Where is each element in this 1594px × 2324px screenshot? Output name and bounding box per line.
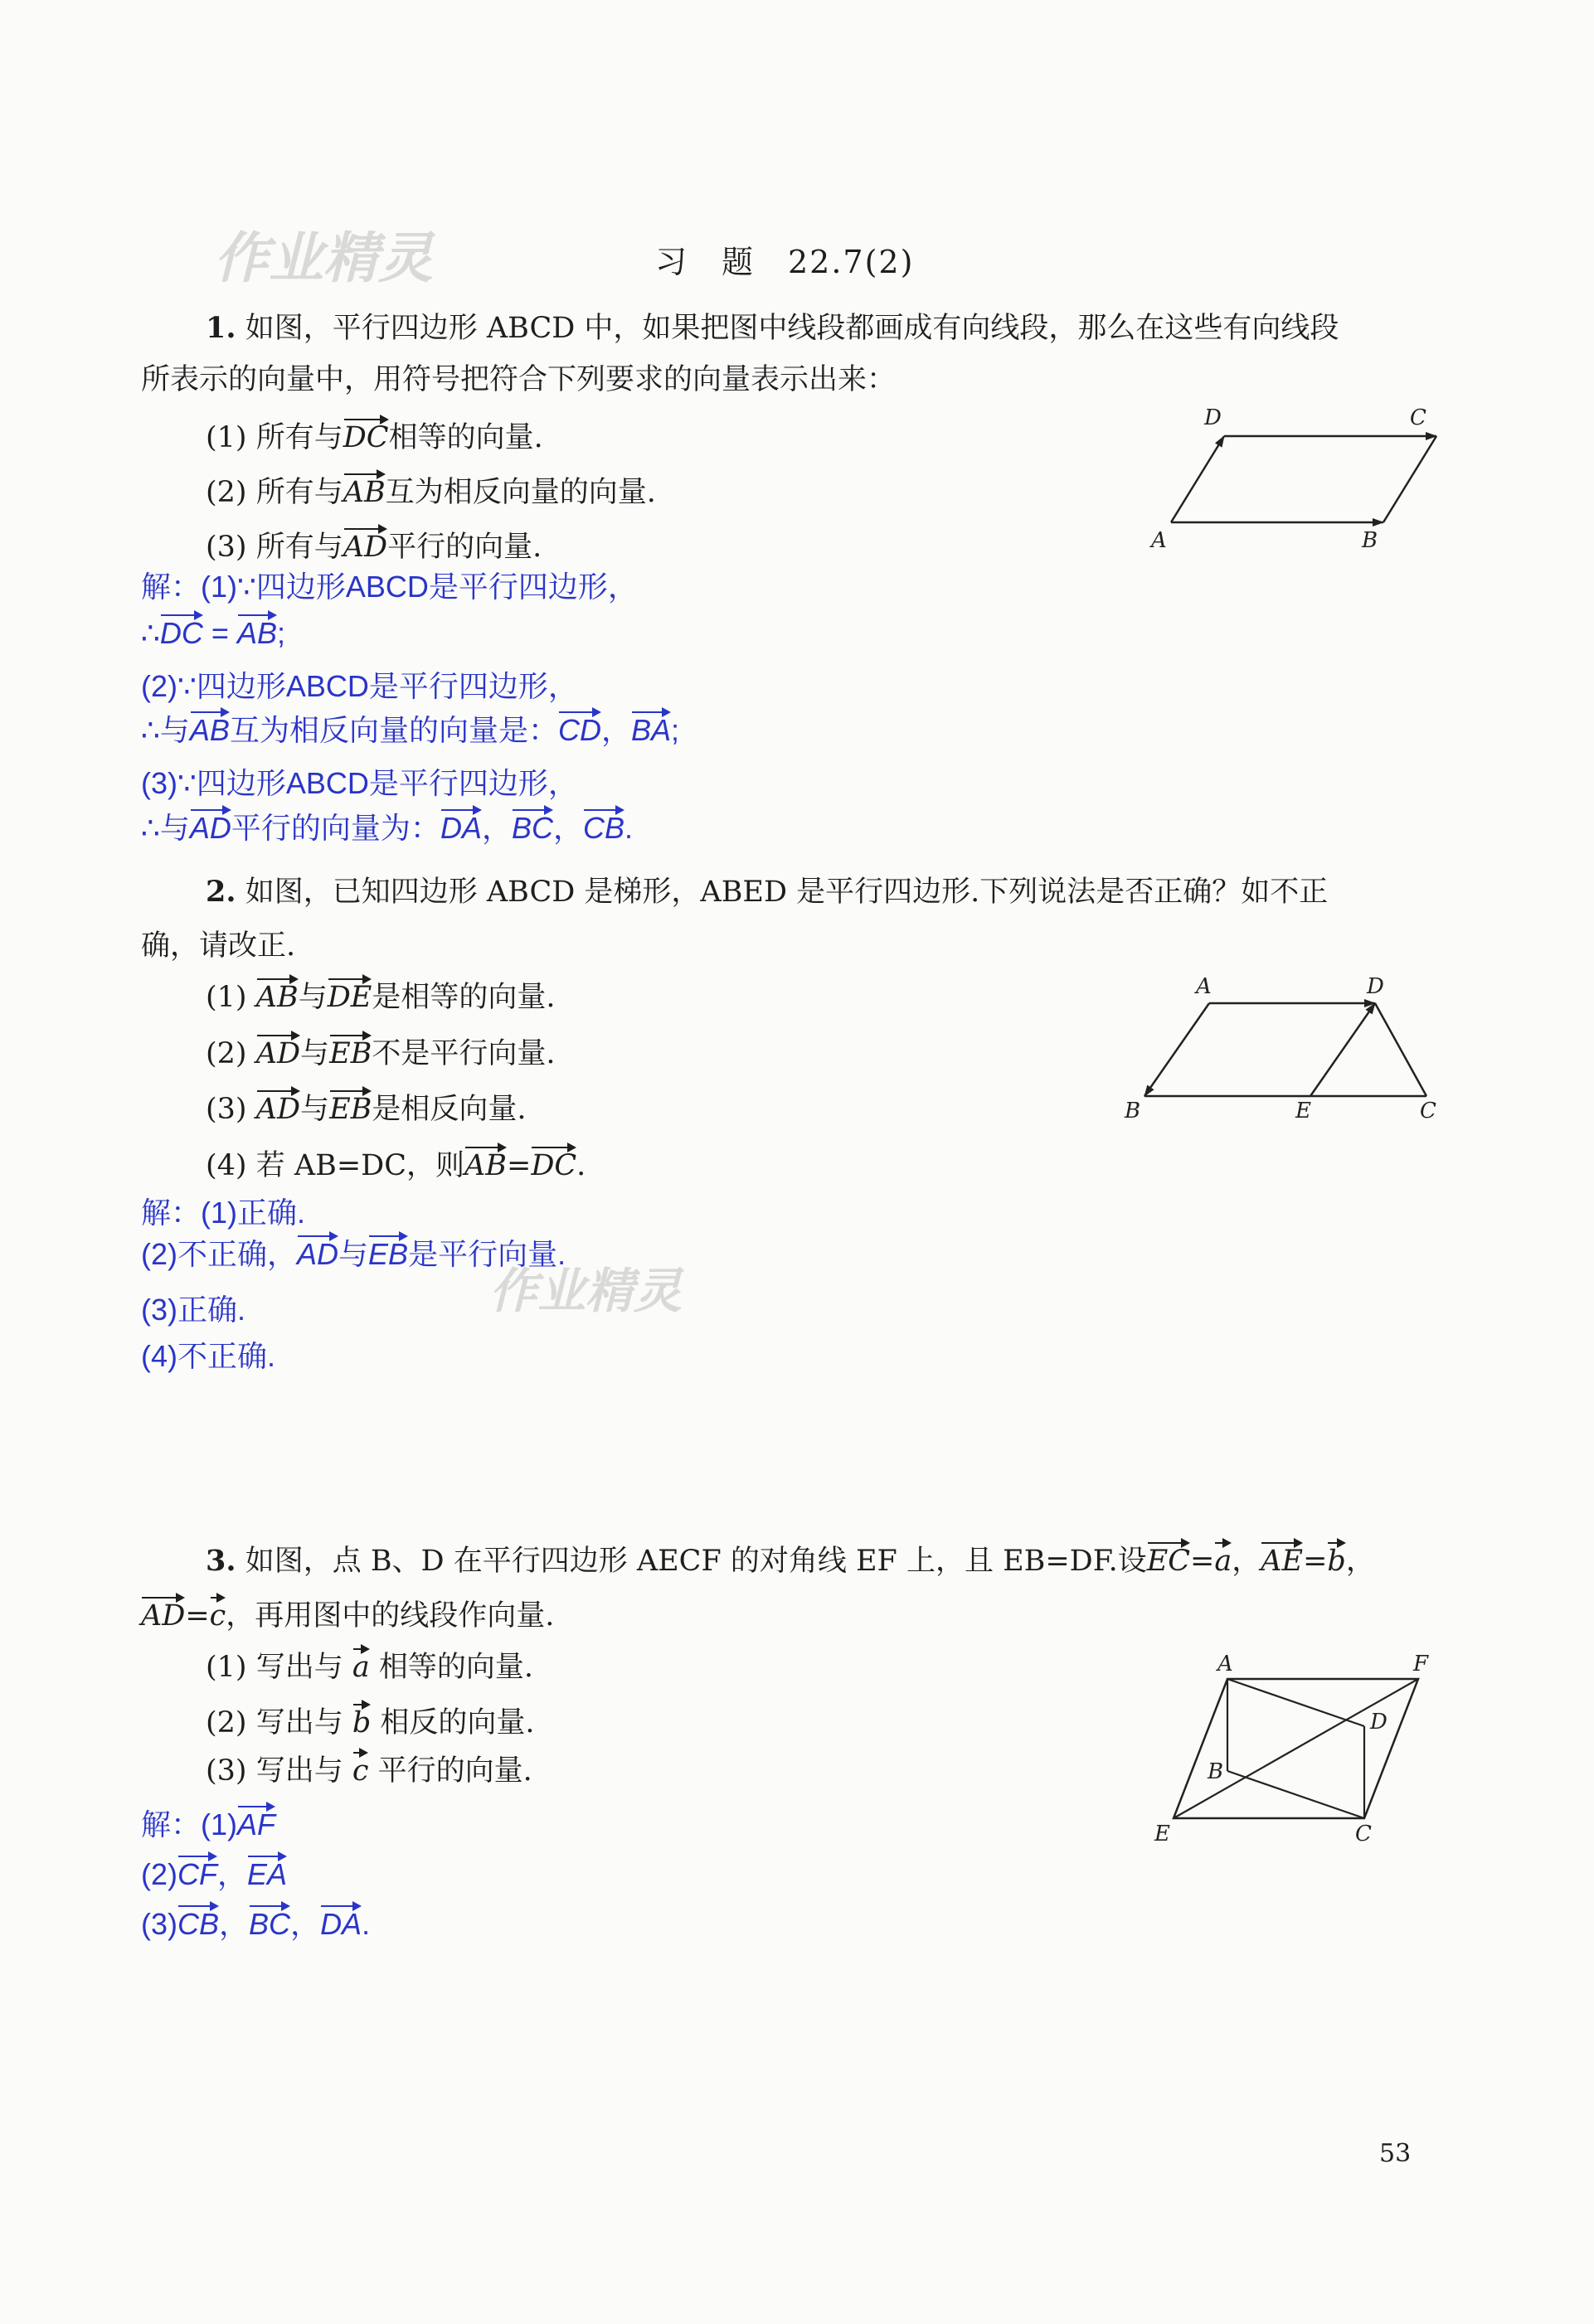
watermark-mid: 作业精灵 bbox=[489, 1263, 683, 1319]
q3-text-2-mid: = bbox=[185, 1599, 210, 1633]
q2-sub2 bbox=[206, 1028, 555, 1071]
q3-label-b: B bbox=[1208, 1759, 1224, 1784]
q1-sol-line1: 解：(1)∵四边形ABCD是平行四边形， bbox=[141, 570, 638, 604]
q2-vector-ab: AB bbox=[256, 972, 299, 1015]
q3-vector-b: b bbox=[1327, 1536, 1345, 1579]
q2-line1 bbox=[206, 875, 1328, 910]
q2-sub1 bbox=[206, 972, 555, 1015]
sol-vector-ab: AB bbox=[237, 608, 277, 651]
q3-label-e: E bbox=[1154, 1822, 1170, 1846]
q1-line2: 所表示的向量中，用符号把符合下列要求的向量表示出来： bbox=[141, 363, 897, 396]
q3-label-f: F bbox=[1413, 1654, 1429, 1676]
q1-sol-l2-prefix: ∴ bbox=[141, 616, 160, 650]
q1-sol-l4-suffix: ; bbox=[671, 713, 680, 747]
q1-sol-l6-suffix: . bbox=[624, 811, 634, 845]
q1-line1 bbox=[206, 311, 1339, 346]
q3-label-d: D bbox=[1370, 1710, 1387, 1735]
q3-sol-vector-bc: BC bbox=[249, 1899, 290, 1942]
q1-sub1 bbox=[206, 412, 543, 455]
vector-ad: AD bbox=[343, 522, 387, 565]
q1-sub2 bbox=[206, 467, 656, 510]
q3-sub2 bbox=[206, 1697, 535, 1740]
q2-sol-line3: (3)正确. bbox=[141, 1293, 246, 1327]
q1-sol-line3: (2)∵四边形ABCD是平行四边形， bbox=[141, 669, 578, 703]
q2-vector-ad: AD bbox=[256, 1028, 300, 1071]
vector-ab: AB bbox=[343, 467, 386, 510]
q1-label-a: A bbox=[1151, 528, 1167, 553]
q2-sub2-prefix: (2) bbox=[206, 1037, 256, 1070]
q1-sol-l2-suffix: ; bbox=[276, 616, 285, 650]
sol-vector-cd: CD bbox=[558, 705, 601, 748]
q3-sub2-prefix: (2) 写出与 bbox=[206, 1706, 352, 1739]
q1-sub2-prefix: (2) 所有与 bbox=[206, 476, 343, 509]
q2-edge-dc bbox=[1375, 1003, 1426, 1096]
q2-sub3-suffix: 是相反向量. bbox=[372, 1093, 527, 1126]
q3-sub1-vector-a: a bbox=[352, 1642, 370, 1685]
q2-sol-vector-eb: EB bbox=[368, 1229, 408, 1272]
q3-segment-bc bbox=[1227, 1771, 1364, 1818]
q3-sub2-vector-b: b bbox=[352, 1697, 371, 1740]
q2-label-a: A bbox=[1196, 974, 1212, 999]
q3-vector-c: c bbox=[210, 1590, 226, 1633]
q2-vector-ad-2: AD bbox=[256, 1084, 300, 1127]
q1-sol-l6-sep1: ， bbox=[481, 811, 512, 845]
q1-parallelogram-figure bbox=[1144, 406, 1443, 556]
q3-sol-l3-prefix: (3) bbox=[141, 1907, 177, 1941]
q2-sub2-mid: 与 bbox=[300, 1037, 330, 1070]
q3-text-1-sep: ， bbox=[1232, 1545, 1261, 1578]
q1-sol-l6-prefix: ∴与 bbox=[141, 811, 190, 845]
q3-text-2-suffix: ，再用图中的线段作向量. bbox=[226, 1599, 555, 1633]
q3-sol-vector-da: DA bbox=[320, 1899, 362, 1942]
q2-vector-de: DE bbox=[328, 972, 372, 1015]
q3-number: 3. bbox=[206, 1544, 236, 1578]
vector-dc: DC bbox=[343, 412, 389, 455]
q3-sol-l2-sep: ， bbox=[217, 1857, 248, 1891]
q2-vector-eb: EB bbox=[329, 1028, 372, 1071]
q1-sol-l6-sep2: ， bbox=[552, 811, 583, 845]
q2-text-1: 如图，已知四边形 ABCD 是梯形，ABED 是平行四边形.下列说法是否正确？如不正 bbox=[245, 876, 1329, 909]
q3-text-1-prefix: 如图，点 B、D 在平行四边形 AECF 的对角线 EF 上，且 EB=DF.设 bbox=[245, 1545, 1147, 1578]
q3-sol-l3-sep2: ， bbox=[290, 1907, 321, 1941]
q2-vector-dc: DC bbox=[531, 1140, 576, 1183]
q3-sol-l3-sep1: ， bbox=[219, 1907, 250, 1941]
q1-sub3 bbox=[206, 522, 542, 565]
q2-sub3-prefix: (3) bbox=[206, 1093, 256, 1126]
sol-vector-cb: CB bbox=[583, 803, 624, 846]
q3-text-1-mid2: = bbox=[1303, 1545, 1328, 1578]
q2-label-e: E bbox=[1295, 1099, 1311, 1119]
q3-parallelogram-figure bbox=[1136, 1654, 1451, 1853]
q2-sol-vector-ad: AD bbox=[297, 1229, 338, 1272]
q3-segment-ad bbox=[1227, 1679, 1364, 1726]
q1-sub3-prefix: (3) 所有与 bbox=[206, 531, 343, 564]
q2-line2: 确，请改正. bbox=[141, 929, 296, 963]
q3-sol-vector-cb: CB bbox=[177, 1899, 219, 1942]
sol-vector-ab-2: AB bbox=[190, 705, 230, 748]
q1-sol-l2-mid: = bbox=[202, 616, 237, 650]
q3-text-1-mid1: = bbox=[1190, 1545, 1215, 1578]
q2-sub2-suffix: 不是平行向量. bbox=[372, 1037, 556, 1070]
q1-sol-l6-mid: 平行的向量为： bbox=[231, 811, 440, 845]
q3-vector-ad: AD bbox=[141, 1590, 185, 1633]
q3-sol-l1-prefix: 解：(1) bbox=[141, 1807, 237, 1841]
q3-sub1 bbox=[206, 1642, 533, 1685]
q3-label-c: C bbox=[1355, 1822, 1372, 1846]
q1-sub1-suffix: 相等的向量. bbox=[388, 421, 543, 454]
q1-label-d: D bbox=[1204, 406, 1222, 430]
q2-sub4-prefix: (4) 若 AB=DC，则 bbox=[206, 1149, 464, 1182]
q2-vector-ab-2: AB bbox=[464, 1140, 507, 1183]
q3-sol-vector-cf: CF bbox=[177, 1849, 217, 1892]
q2-label-b: B bbox=[1125, 1099, 1141, 1119]
q1-sub1-prefix: (1) 所有与 bbox=[206, 421, 343, 454]
q1-sub2-suffix: 互为相反向量的向量. bbox=[385, 476, 656, 509]
q3-sol-line3 bbox=[141, 1899, 370, 1943]
q2-trapezoid-figure bbox=[1111, 970, 1443, 1119]
q2-sub3 bbox=[206, 1084, 526, 1127]
q2-sub4 bbox=[206, 1140, 586, 1183]
page-title: 习 题 22.7(2) bbox=[655, 244, 915, 280]
q2-edge-ed bbox=[1310, 1003, 1375, 1096]
q1-edge-bc bbox=[1383, 436, 1436, 522]
page-number: 53 bbox=[1379, 2139, 1412, 2168]
q1-sol-line2 bbox=[141, 608, 285, 651]
sol-vector-bc: BC bbox=[512, 803, 553, 846]
q2-label-d: D bbox=[1367, 974, 1384, 999]
q3-label-a: A bbox=[1217, 1654, 1233, 1676]
q2-vector-eb-2: EB bbox=[329, 1084, 372, 1127]
q2-sub1-suffix: 是相等的向量. bbox=[372, 981, 556, 1014]
sol-vector-ad: AD bbox=[190, 803, 231, 846]
q3-sub1-suffix: 相等的向量. bbox=[369, 1651, 533, 1684]
q3-sub3 bbox=[206, 1745, 532, 1788]
q1-sol-line6 bbox=[141, 803, 633, 847]
q2-sol-line4: (4)不正确. bbox=[141, 1339, 276, 1373]
q2-sub4-mid: = bbox=[507, 1149, 532, 1182]
q1-number: 1. bbox=[206, 311, 236, 345]
q1-sol-line4 bbox=[141, 705, 679, 750]
q3-sub3-vector-c: c bbox=[352, 1745, 369, 1788]
q1-label-c: C bbox=[1410, 406, 1426, 430]
q1-sol-l4-prefix: ∴与 bbox=[141, 713, 190, 747]
q2-sol-line1: 解：(1)正确. bbox=[141, 1196, 306, 1230]
q3-vector-ae: AE bbox=[1261, 1536, 1303, 1579]
q1-sol-l4-sep: ， bbox=[600, 713, 631, 747]
q1-sol-l4-mid: 互为相反向量的向量是： bbox=[229, 713, 558, 747]
q3-sub3-suffix: 平行的向量. bbox=[368, 1754, 532, 1788]
q1-label-b: B bbox=[1362, 528, 1378, 553]
q3-vector-a: a bbox=[1214, 1536, 1232, 1579]
q1-sol-line5: (3)∵四边形ABCD是平行四边形， bbox=[141, 766, 578, 800]
q2-sub4-suffix: . bbox=[576, 1149, 586, 1182]
q3-sol-vector-ea: EA bbox=[247, 1849, 287, 1892]
q3-text-1-suffix: ， bbox=[1345, 1545, 1375, 1578]
q1-text-1: 如图，平行四边形 ABCD 中，如果把图中线段都画成有向线段，那么在这些有向线段 bbox=[245, 312, 1339, 345]
q1-sub3-suffix: 平行的向量. bbox=[387, 531, 542, 564]
q3-sol-line2 bbox=[141, 1849, 287, 1894]
q2-sol-l2-prefix: (2)不正确， bbox=[141, 1237, 297, 1271]
q3-sub1-prefix: (1) 写出与 bbox=[206, 1651, 352, 1684]
q3-sol-l2-prefix: (2) bbox=[141, 1857, 177, 1891]
watermark-top: 作业精灵 bbox=[214, 226, 433, 290]
sol-vector-da: DA bbox=[440, 803, 482, 846]
q3-line1 bbox=[206, 1536, 1375, 1579]
q2-sub3-mid: 与 bbox=[300, 1093, 330, 1126]
q3-diagonal-ef bbox=[1174, 1679, 1418, 1818]
q2-edge-ab bbox=[1144, 1003, 1209, 1096]
q2-number: 2. bbox=[206, 875, 236, 909]
q2-sol-l2-mid: 与 bbox=[338, 1237, 369, 1271]
q2-sub1-prefix: (1) bbox=[206, 981, 256, 1014]
q2-label-c: C bbox=[1420, 1099, 1436, 1119]
sol-vector-dc: DC bbox=[160, 608, 203, 651]
q2-sol-l2-suffix: 是平行向量. bbox=[408, 1237, 566, 1271]
q3-vector-ec: EC bbox=[1147, 1536, 1190, 1579]
q2-sub1-mid: 与 bbox=[298, 981, 328, 1014]
q3-sol-line1 bbox=[141, 1799, 275, 1844]
q2-sol-line2 bbox=[141, 1229, 566, 1274]
q3-sol-vector-af: AF bbox=[237, 1799, 275, 1842]
sol-vector-ba: BA bbox=[631, 705, 671, 748]
q3-sub3-prefix: (3) 写出与 bbox=[206, 1754, 352, 1788]
q3-sub2-suffix: 相反的向量. bbox=[371, 1706, 535, 1739]
q3-line2 bbox=[141, 1590, 554, 1633]
q1-edge-ad bbox=[1171, 436, 1224, 522]
q3-sol-l3-suffix: . bbox=[362, 1907, 371, 1941]
